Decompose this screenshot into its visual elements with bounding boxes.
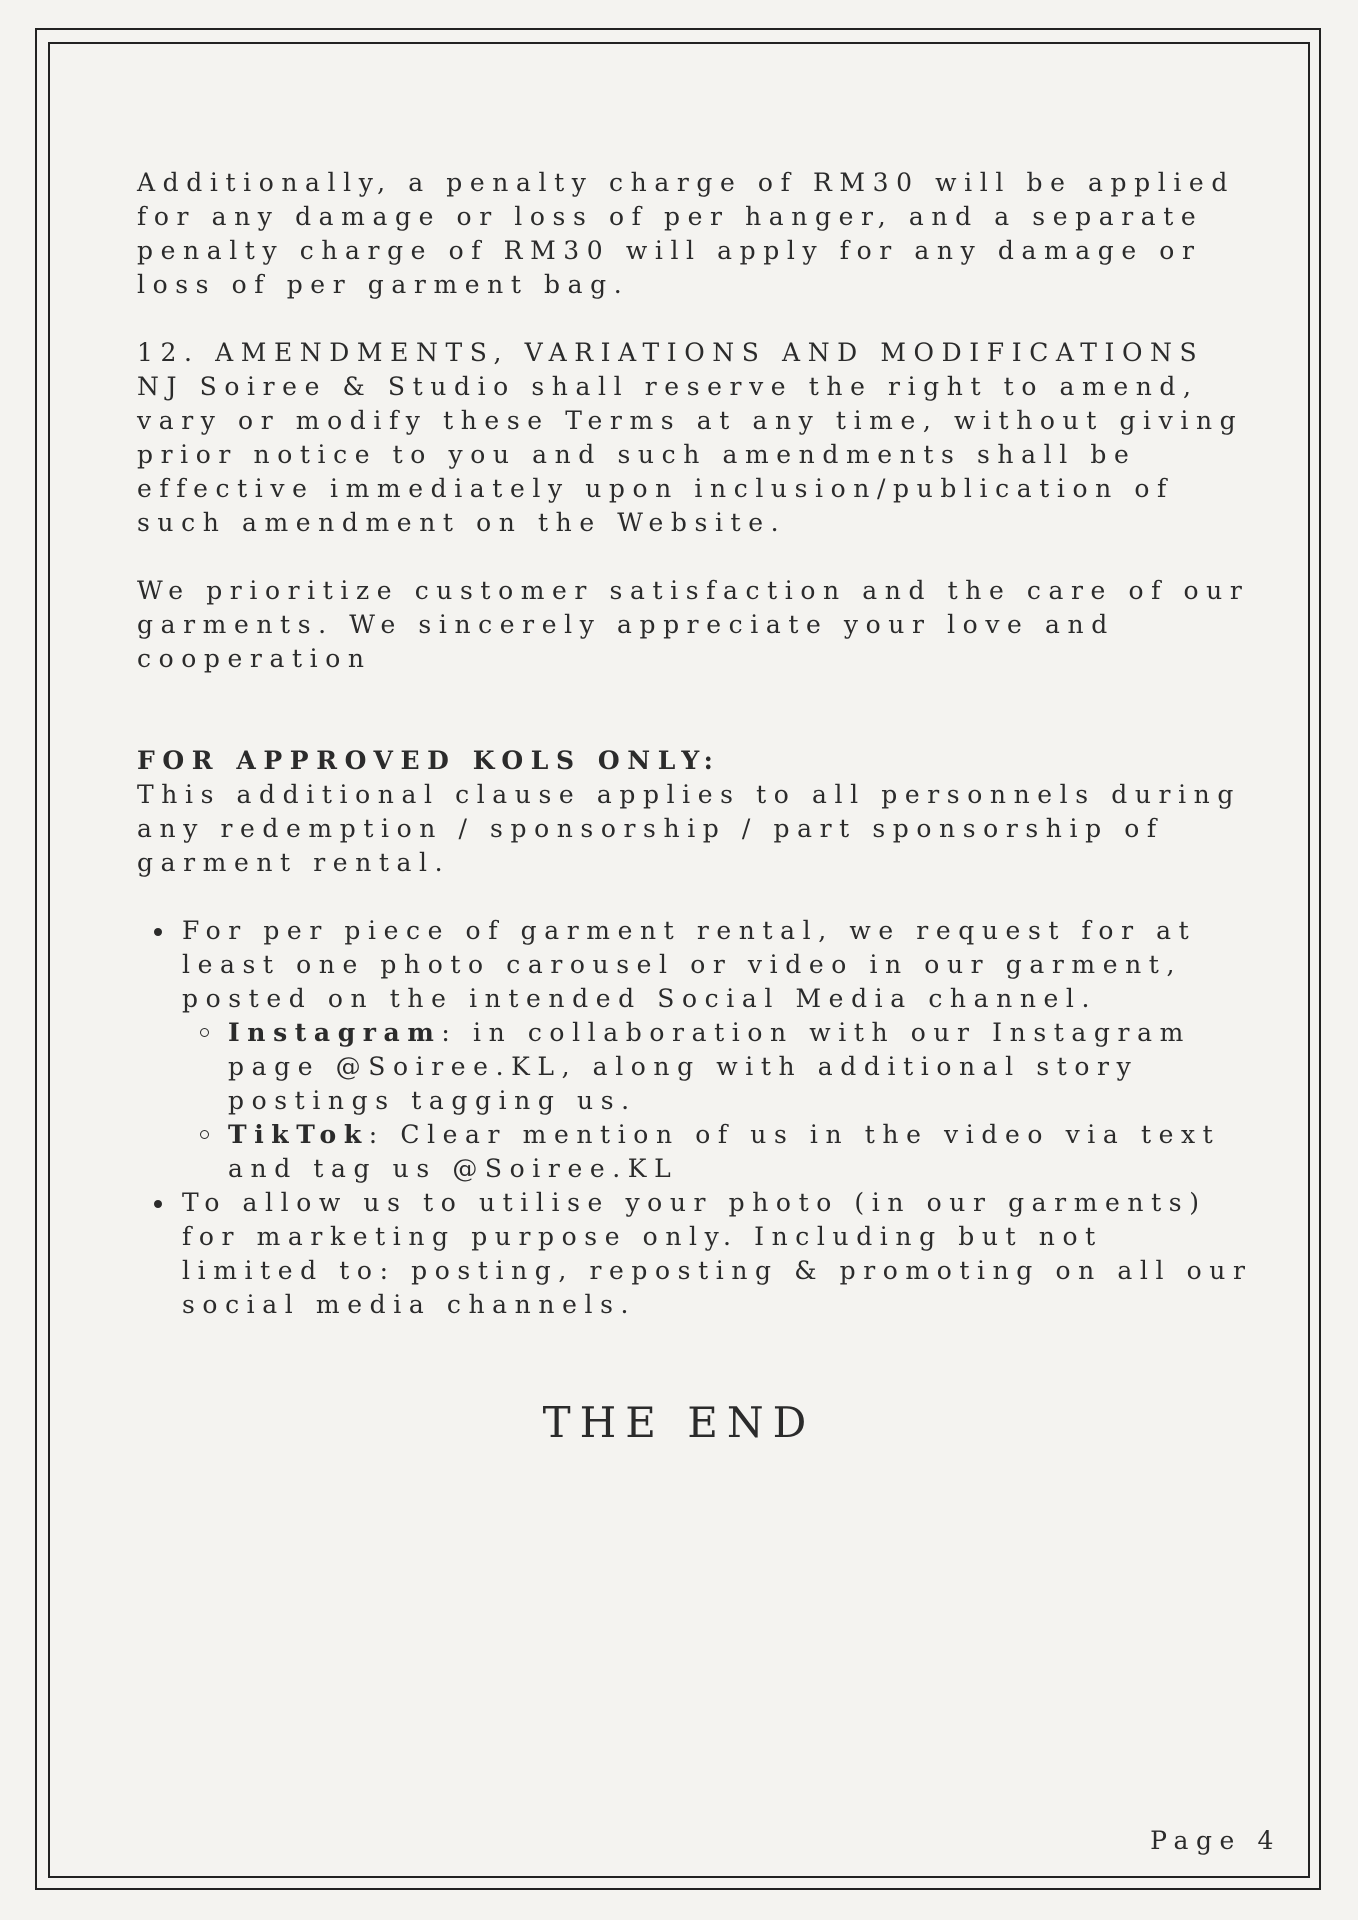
penalty-paragraph: Additionally, a penalty charge of RM30 will be applied for any damage or loss of per hanger, and a separate penalty charge of RM30 will apply for any damage or loss of per garment bag. — [137, 168, 1235, 299]
social-sub-list — [182, 1016, 1257, 1186]
spacer — [137, 540, 1257, 574]
instagram-label: Instagram — [228, 1018, 442, 1047]
kols-intro: This additional clause applies to all personnels during any redemption / sponsorship / part sponsorship of garment rental. — [137, 780, 1241, 877]
section-12-heading: 12. AMENDMENTS, VARIATIONS AND MODIFICATIONS — [137, 338, 1205, 367]
list-item — [228, 1118, 1257, 1186]
document-body — [137, 166, 1257, 1322]
bullet-2-text: To allow us to utilise your photo (in our garments) for marketing purpose only. Including but not limited to: posting, reposting & promoting on all our social media channels. — [182, 1188, 1253, 1319]
list-item — [182, 1186, 1257, 1322]
bullet-1-text: For per piece of garment rental, we request for at least one photo carousel or video in our garment, posted on the intended Social Media channel. — [182, 916, 1197, 1013]
spacer — [137, 880, 1257, 914]
list-item — [182, 914, 1257, 1186]
page-number: Page 4 — [1150, 1826, 1281, 1855]
section-12-body: NJ Soiree & Studio shall reserve the right to amend, vary or modify these Terms at any time, without giving prior notice to you and such amendments shall be effective immediately upon inclusion/publication of such amendment on the Website. — [137, 372, 1244, 537]
the-end-title: THE END — [542, 1398, 816, 1447]
closing-paragraph: We prioritize customer satisfaction and the care of our garments. We sincerely appreciate your love and cooperation — [137, 576, 1250, 673]
instagram-text: : in collaboration with our Instagram page @Soiree.KL, along with additional story postings tagging us. — [228, 1018, 1191, 1115]
spacer — [137, 676, 1257, 744]
tiktok-text: : Clear mention of us in the video via text and tag us @Soiree.KL — [228, 1120, 1221, 1183]
list-item — [228, 1016, 1257, 1118]
kols-heading: FOR APPROVED KOLS ONLY: — [137, 746, 721, 775]
tiktok-label: TikTok — [228, 1120, 369, 1149]
spacer — [137, 302, 1257, 336]
kols-bullet-list — [137, 914, 1257, 1322]
